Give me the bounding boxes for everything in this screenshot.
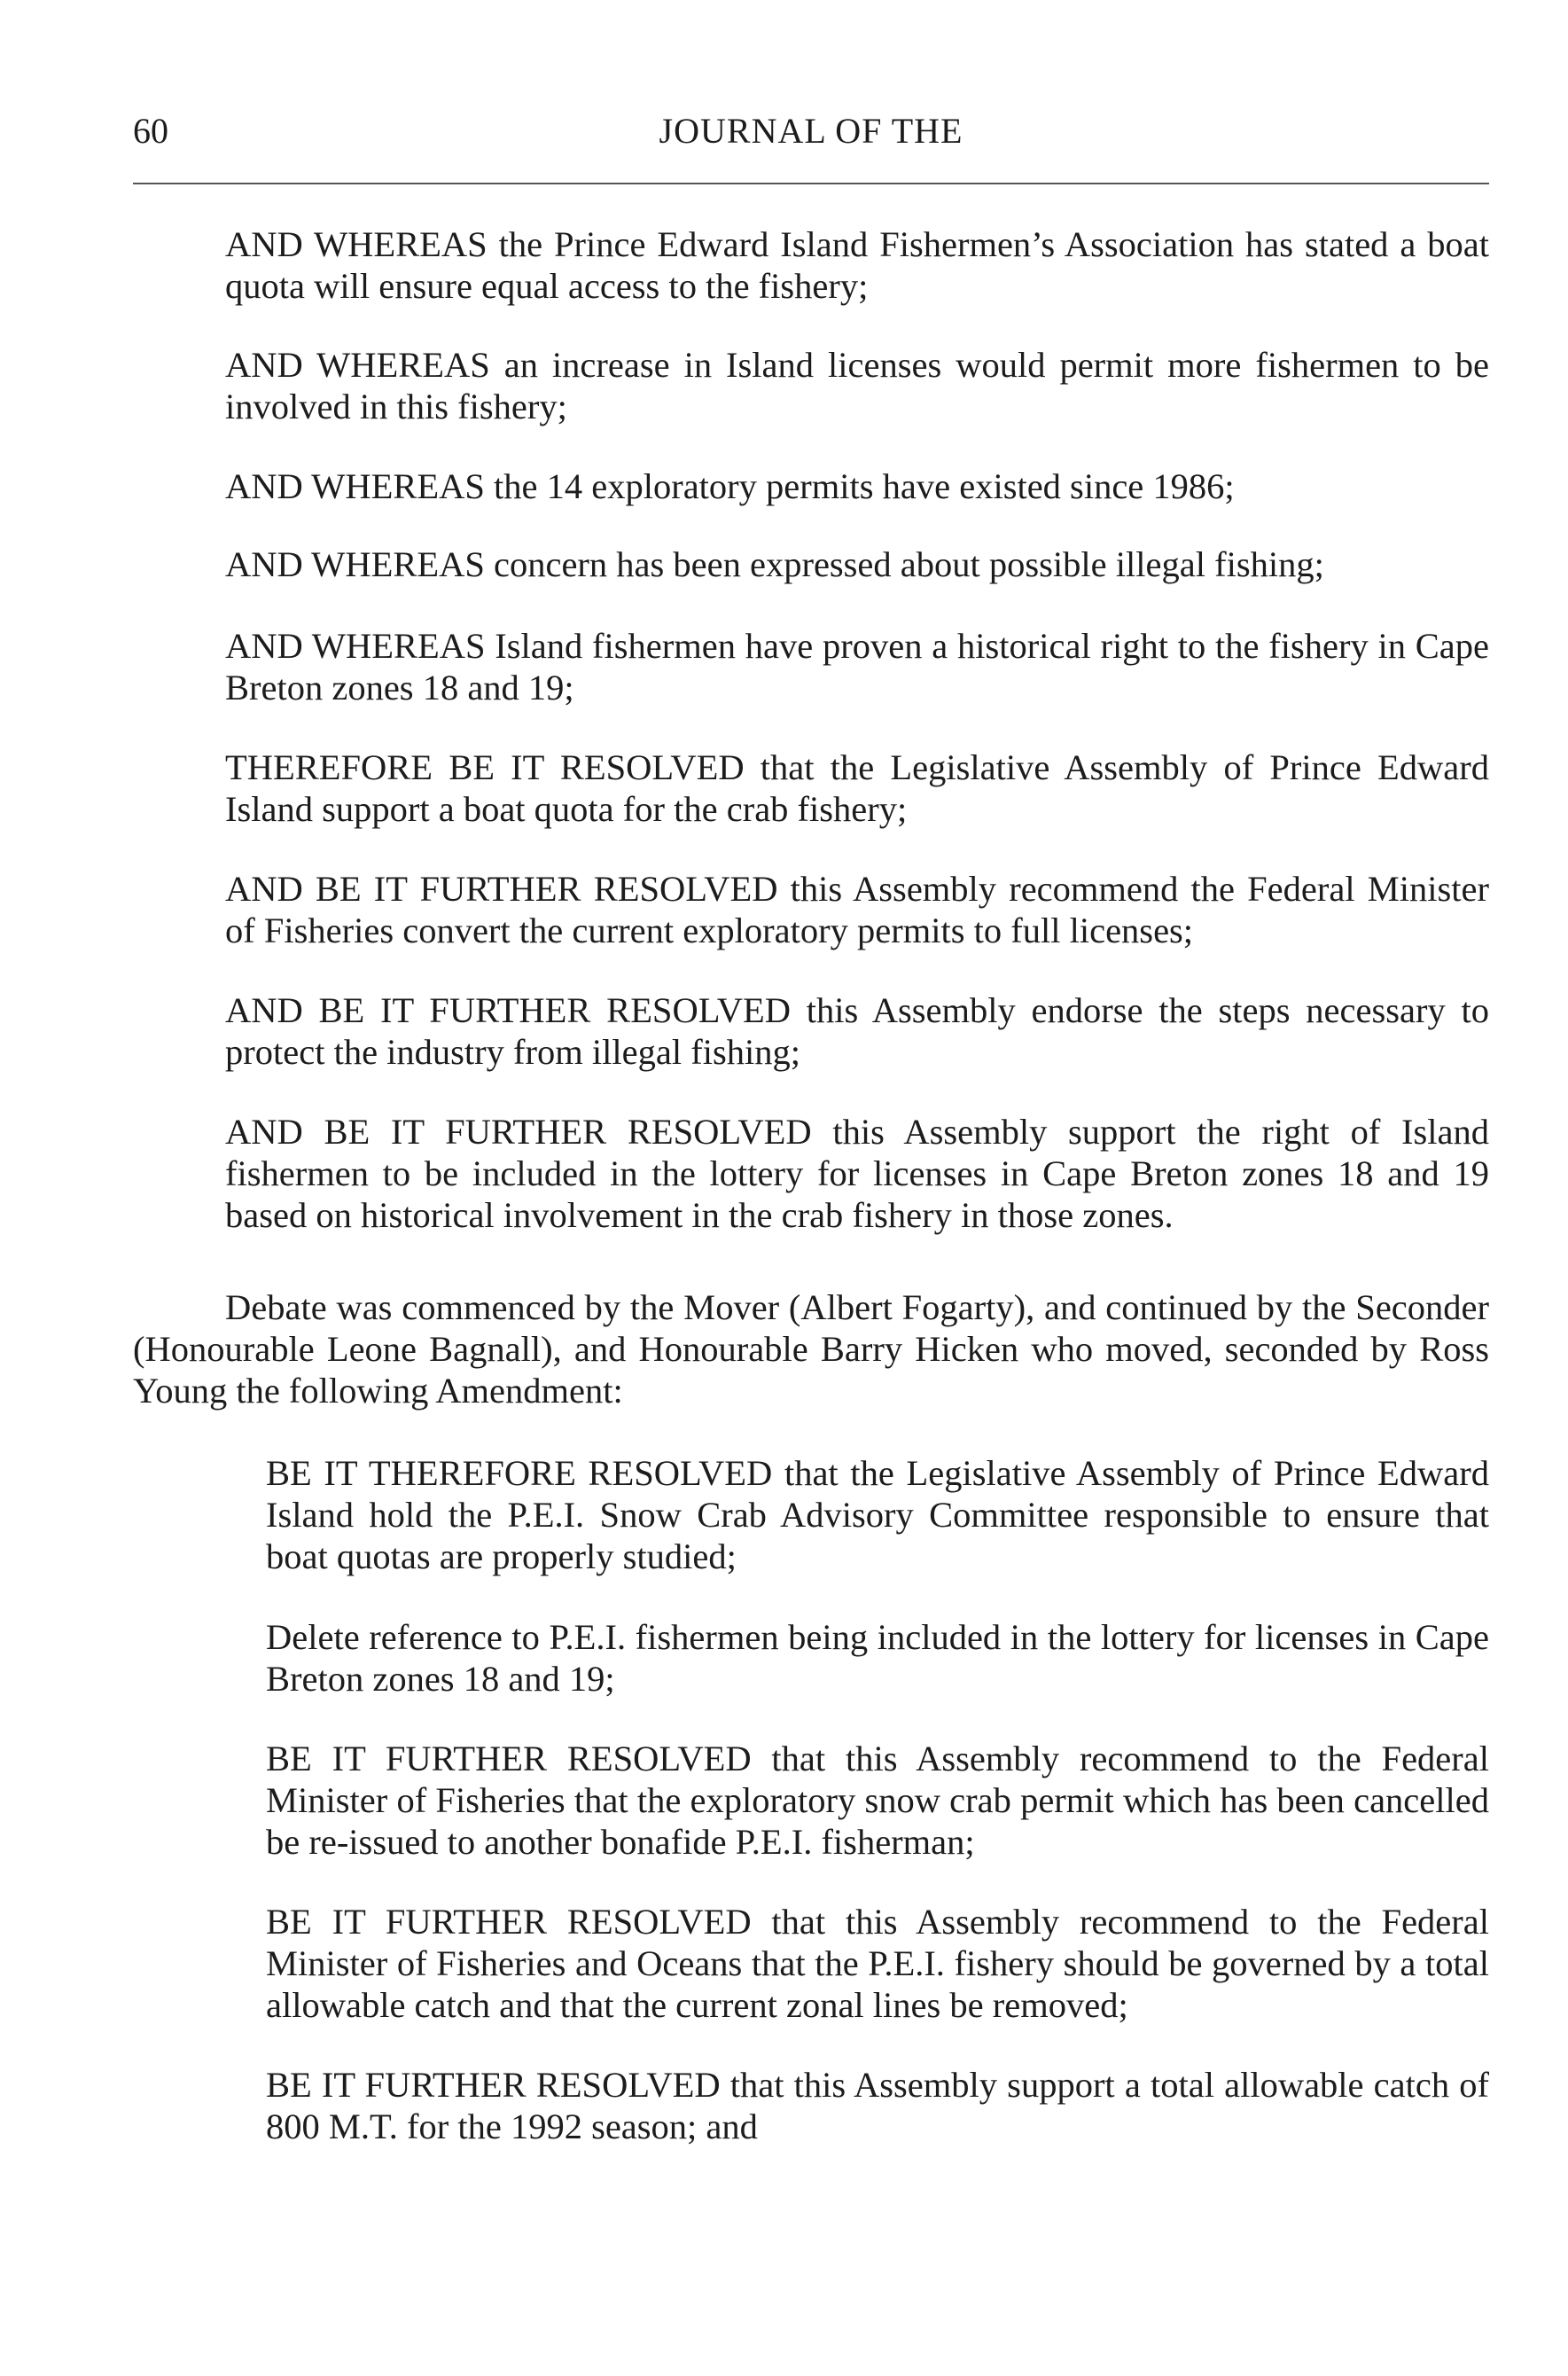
whereas-paragraph: AND WHEREAS an increase in Island licenses would permit more fishermen to be involved in this fishery; [225,345,1489,426]
running-head: JOURNAL OF THE [659,111,963,151]
whereas-paragraph: AND WHEREAS concern has been expressed about possible illegal fishing; [225,544,1324,584]
resolved-paragraph: AND BE IT FURTHER RESOLVED this Assembly support the right of Island fishermen to be included in the lottery for licenses in Cape Breton zones 18 and 19 based on historical involvement in the crab fishery in those zones. [225,1112,1489,1235]
debate-paragraph: Debate was commenced by the Mover (Albert Fogarty), and continued by the Seconder (Honourable Leone Bagnall), and Honourable Barry Hicken who moved, seconded by Ross Young the following Amendment: [133,1287,1489,1411]
whereas-paragraph: AND WHEREAS Island fishermen have proven a historical right to the fishery in Cape Breton zones 18 and 19; [225,626,1489,707]
amendment-paragraph: BE IT FURTHER RESOLVED that this Assembly recommend to the Federal Minister of Fisheries that the exploratory snow crab permit which has been cancelled be re-issued to another bonafide P.E.I. fisherman; [266,1739,1489,1862]
page-number: 60 [133,111,168,151]
amendment-paragraph: BE IT THEREFORE RESOLVED that the Legislative Assembly of Prince Edward Island hold the P.E.I. Snow Crab Advisory Committee responsible to ensure that boat quotas are properly studied; [266,1453,1489,1576]
amendment-paragraph: BE IT FURTHER RESOLVED that this Assembly support a total allowable catch of 800 M.T. for the 1992 season; and [266,2065,1489,2146]
amendment-paragraph: Delete reference to P.E.I. fishermen being included in the lottery for licenses in Cape Breton zones 18 and 19; [266,1617,1489,1699]
resolved-paragraph: THEREFORE BE IT RESOLVED that the Legislative Assembly of Prince Edward Island support a boat quota for the crab fishery; [225,747,1489,829]
resolved-paragraph: AND BE IT FURTHER RESOLVED this Assembly recommend the Federal Minister of Fisheries convert the current exploratory permits to full licenses; [225,869,1489,950]
whereas-paragraph: AND WHEREAS the 14 exploratory permits have existed since 1986; [225,466,1235,506]
whereas-paragraph: AND WHEREAS the Prince Edward Island Fishermen’s Association has stated a boat quota will ensure equal access to the fishery; [225,224,1489,306]
page-header [133,105,1489,158]
header-rule [133,183,1489,184]
resolved-paragraph: AND BE IT FURTHER RESOLVED this Assembly endorse the steps necessary to protect the industry from illegal fishing; [225,990,1489,1072]
amendment-paragraph: BE IT FURTHER RESOLVED that this Assembly recommend to the Federal Minister of Fisheries and Oceans that the P.E.I. fishery should be governed by a total allowable catch and that the current zonal lines be removed; [266,1902,1489,2025]
